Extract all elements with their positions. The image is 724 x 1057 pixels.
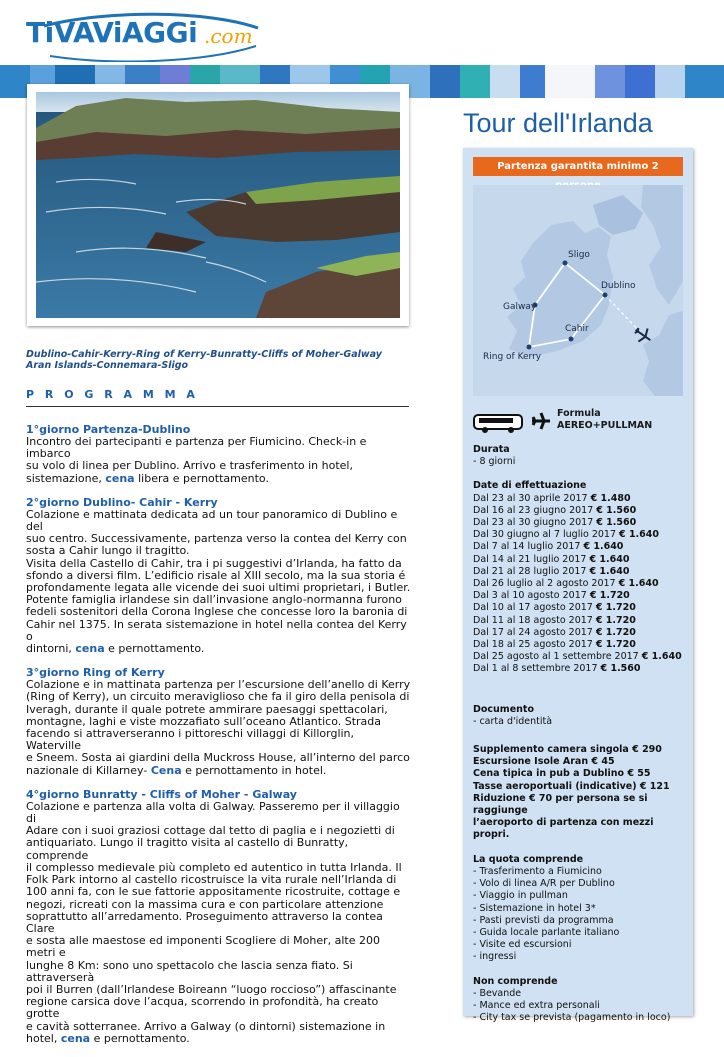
day-line: dintorni, cena e pernottamento.: [26, 642, 205, 656]
map-label-dublino: Dublino: [601, 281, 636, 291]
comprende-list: [473, 866, 689, 964]
day-line: (Ring of Kerry), un circuito meraviglioso che fa il giro della penisola di: [26, 690, 410, 704]
day-text: [26, 509, 411, 655]
day-line: Colazione e partenza alla volta di Galway. Passeremo per il villaggio di: [26, 799, 400, 826]
included-item: - ingressi: [473, 951, 517, 963]
documento-value: - carta d'identità: [473, 715, 553, 727]
included-item: - Sistemazione in hotel 3*: [473, 902, 596, 914]
included-item: - Guida locale parlante italiano: [473, 926, 620, 938]
non-comprende-label: Non comprende: [473, 975, 558, 987]
date-row: Dal 11 al 18 agosto 2017 € 1.720: [473, 614, 636, 626]
date-row: Dal 18 al 25 agosto 2017 € 1.720: [473, 639, 636, 651]
photo-frame: [27, 84, 409, 326]
date-row: Dal 14 al 21 luglio 2017 € 1.640: [473, 553, 630, 565]
day-line: poi il Burren (dall’Irlandese Boireann “luogo roccioso”) affascinante: [26, 982, 397, 996]
day-line: regione carsica dove l’acqua, scorrendo in profondità, ha creato grotte: [26, 995, 379, 1021]
date-row: Dal 16 al 23 giugno 2017 € 1.560: [473, 504, 637, 516]
formula-value: AEREO+PULLMAN: [557, 420, 653, 431]
date-row: Dal 3 al 10 agosto 2017 € 1.720: [473, 590, 630, 602]
day-title: 1°giorno Partenza-Dublino: [26, 423, 191, 436]
meal-highlight: cena: [60, 1031, 91, 1045]
day-line: Colazione e mattinata dedicata ad un tour panoramico di Dublino e del: [26, 507, 398, 534]
map-label-cahir: Cahir: [565, 324, 589, 334]
date-row: Dal 26 luglio al 2 agosto 2017 € 1.640: [473, 578, 659, 590]
supplement-item: Escursione Isole Aran € 45: [473, 756, 615, 768]
logo-main: TiVAViAGGi: [26, 16, 198, 49]
day-title: 3°giorno Ring of Kerry: [26, 666, 165, 680]
meal-highlight: cena: [105, 471, 135, 485]
day-line: suo centro. Successivamente, partenza verso la contea del Kerry con: [26, 532, 407, 546]
day-block: [26, 424, 411, 485]
day-line: montagne, laghi e viste mozzafiato sull’oceano Atlantico. Strada: [26, 714, 382, 728]
bus-icon: [473, 412, 525, 434]
guarantee-badge: Partenza garantita minimo 2: [473, 157, 683, 176]
day-line: hotel, cena e pernottamento.: [26, 1031, 190, 1045]
included-item: - Volo di linea A/R per Dublino: [473, 878, 615, 890]
durata-value: - 8 giorni: [473, 456, 516, 468]
date-price: € 1.640: [589, 553, 630, 565]
route-line: Aran Islands-Connemara-Sligo: [26, 360, 189, 371]
day-line: Potente famiglia irlandese sin dall’invasione anglo-normanna furono: [26, 593, 402, 607]
included-item: - Trasferimento a Fiumicino: [473, 865, 602, 877]
airplane-icon: [529, 410, 553, 432]
excluded-item: - City tax se prevista (pagamento in loco): [473, 1012, 671, 1024]
day-line: negozi, ricreati con la massima cura e con particolare attenzione: [26, 897, 384, 911]
date-price: € 1.720: [589, 590, 630, 602]
day-block: [26, 667, 411, 777]
date-price: € 1.640: [618, 578, 659, 590]
date-price: € 1.720: [595, 614, 636, 626]
day-line: 100 anni fa, con le sue fattorie appositamente ricostruite, cottage e: [26, 885, 401, 899]
day-block: [26, 497, 411, 655]
map-label-kerry: Ring of Kerry: [483, 352, 542, 362]
date-price: € 1.480: [590, 492, 631, 504]
date-row: Dal 17 al 24 agosto 2017 € 1.720: [473, 626, 636, 638]
map-label-galway: Galway: [503, 302, 537, 312]
date-row: Dal 23 al 30 giugno 2017 € 1.560: [473, 517, 637, 529]
ireland-map: [473, 185, 683, 396]
divider: [26, 406, 409, 407]
date-price: € 1.560: [596, 517, 637, 529]
date-price: € 1.560: [600, 663, 641, 675]
info-panel: [463, 148, 693, 1024]
date-row: Dal 25 agosto al 1 settembre 2017 € 1.640: [473, 651, 682, 663]
date-price: € 1.720: [595, 626, 636, 638]
included-item: - Visite ed escursioni: [473, 939, 572, 951]
day-line: sfondo a diversi film. L’edificio risale al XIII secolo, ma la sua storia é: [26, 568, 406, 582]
day-line: e cavità sotterranee. Arrivo a Galway (o dintorni) sistemazione in: [26, 1019, 386, 1033]
day-line: Iveragh, durante il quale potrete ammirare paesaggi spettacolari,: [26, 702, 388, 716]
date-price: € 1.640: [619, 529, 659, 541]
date-row: Dal 23 al 30 aprile 2017 € 1.480: [473, 492, 631, 504]
date-row: Dal 7 al 14 luglio 2017 € 1.640: [473, 541, 624, 553]
non-comprende-list: [473, 988, 689, 1025]
formula-block: [557, 408, 652, 432]
day-line: Incontro dei partecipanti e partenza per Fiumicino. Check-in e imbarco: [26, 435, 367, 461]
day-line: Adare con i suoi graziosi cottage dal tetto di paglia e i negozietti di: [26, 824, 395, 838]
route-subtitle: [26, 349, 386, 371]
day-line: Visita della Castello di Cahir, tra i pi suggestivi d’Irlanda, ha fatto da: [26, 556, 402, 570]
day-line: Cahir nel 1375. In serata sistemazione in hotel nella contea del Kerry o: [26, 617, 407, 643]
day-line: lunghe 8 Km: sono uno spettacolo che lascia senza fiato. Si attraverserà: [26, 958, 353, 984]
day-line: profondamente legata alle vicende dei suoi ultimi proprietari, i Butler.: [26, 581, 411, 595]
date-price: € 1.640: [583, 541, 624, 553]
dates-list: [473, 493, 689, 676]
date-row: Dal 10 al 17 agosto 2017 € 1.720: [473, 602, 636, 614]
day-line: Colazione e in mattinata partenza per l’escursione dell’anello di Kerry: [26, 678, 411, 692]
date-price: € 1.640: [589, 565, 630, 577]
logo-suffix: .com: [204, 24, 253, 48]
supplement-item: Riduzione € 70 per persona se si raggiunge: [473, 792, 648, 817]
dates-label: Date di effettuazione: [473, 480, 587, 492]
supplements-list: [473, 744, 689, 842]
date-price: € 1.720: [595, 639, 636, 651]
date-price: € 1.640: [641, 651, 682, 663]
day-text: [26, 436, 411, 485]
coast-photo: [36, 92, 400, 318]
supplement-item: Tasse aeroportuali (indicative) € 121: [473, 780, 670, 792]
day-line: antiquariato. Lungo il tragitto visita al castello di Bunratty, comprende: [26, 836, 349, 862]
day-line: sosta a Cahir lungo il tragitto.: [26, 544, 190, 558]
day-line: nazionale di Killarney- Cena e pernottamento in hotel.: [26, 763, 327, 777]
durata-label: Durata: [473, 444, 510, 455]
page-title: Tour dell'Irlanda: [463, 108, 653, 138]
formula-label: Formula: [557, 408, 601, 419]
supplement-item: Cena tipica in pub a Dublino € 55: [473, 768, 651, 780]
supplement-item: l’aeroporto di partenza con mezzi propri.: [473, 817, 654, 841]
documento-label: Documento: [473, 703, 534, 715]
meal-highlight: cena: [75, 642, 105, 656]
day-text: [26, 679, 411, 777]
date-row: Dal 21 al 28 luglio 2017 € 1.640: [473, 565, 630, 577]
day-block: [26, 789, 411, 1045]
included-item: - Pasti previsti da programma: [473, 914, 614, 926]
day-line: e Sneem. Sosta ai giardini della Muckross House, all’interno del parco: [26, 751, 410, 765]
map-label-sligo: Sligo: [568, 250, 590, 260]
day-title: 2°giorno Dublino- Cahir - Kerry: [26, 495, 218, 509]
route-line: Dublino-Cahir-Kerry-Ring of Kerry-Bunratty-Cliffs of Moher-Galway: [26, 349, 382, 360]
day-line: Folk Park intorno al castello ricostruisce la vita rurale nell’Irlanda di: [26, 873, 397, 887]
day-line: su volo di linea per Dublino. Arrivo e trasferimento in hotel,: [26, 459, 353, 473]
day-line: sistemazione, cena libera e pernottamento.: [26, 471, 269, 485]
date-price: € 1.720: [595, 602, 636, 614]
date-price: € 1.560: [596, 504, 637, 516]
formula-row: [473, 408, 683, 438]
day-title: 4°giorno Bunratty - Cliffs of Moher - Galway: [26, 787, 297, 801]
date-row: Dal 1 al 8 settembre 2017 € 1.560: [473, 663, 641, 675]
comprende-label: La quota comprende: [473, 853, 584, 865]
day-line: e sosta alle maestose ed imponenti Scogliere di Moher, alte 200 metri e: [26, 934, 380, 960]
meal-highlight: Cena: [150, 763, 182, 777]
included-item: - Viaggio in pullman: [473, 890, 568, 902]
day-line: fedeli sostenitori della Corona Inglese che concesse loro la baronia di: [26, 605, 408, 619]
day-line: facendo si attraverseranno i pittoreschi villaggi di Killorglin, Waterville: [26, 727, 355, 753]
excluded-item: - Mance ed extra personali: [473, 999, 600, 1011]
supplement-item: Supplemento camera singola € 290: [473, 744, 662, 756]
excluded-item: - Bevande: [473, 987, 522, 999]
programma-heading: P R O G R A M M A: [26, 388, 199, 401]
info-list: [473, 444, 689, 1024]
day-text: [26, 801, 411, 1045]
day-line: soprattutto all’arredamento. Proseguimento attraverso la contea Clare: [26, 909, 383, 935]
day-line: il complesso medievale più completo ed autentico in tutta Irlanda. Il: [26, 860, 402, 874]
itinerary: [26, 424, 411, 1057]
date-row: Dal 30 giugno al 7 luglio 2017 € 1.640: [473, 529, 659, 541]
